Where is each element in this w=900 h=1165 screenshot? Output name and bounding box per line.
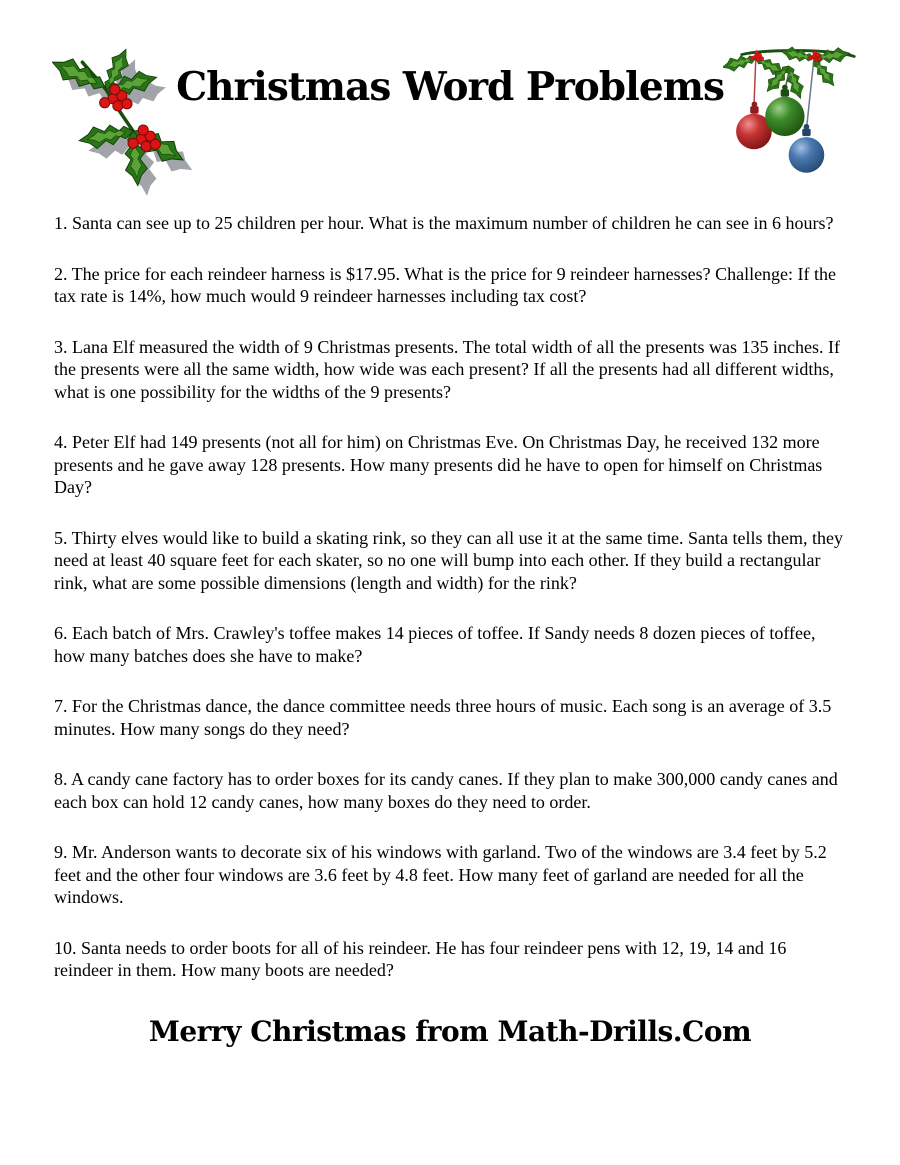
word-problem-6: 6. Each batch of Mrs. Crawley's toffee makes 14 pieces of toffee. If Sandy needs 8 dozen pieces of toffee, how many batches does she have to make? bbox=[54, 623, 816, 666]
word-problem-1: 1. Santa can see up to 25 children per hour. What is the maximum number of children he can see in 6 hours? bbox=[54, 213, 834, 233]
word-problem-7: 7. For the Christmas dance, the dance committee needs three hours of music. Each song is an average of 3.5 minutes. How many songs do they need? bbox=[54, 696, 832, 739]
page-title: Christmas Word Problems bbox=[176, 64, 724, 110]
footer-credit: Merry Christmas from Math-Drills.Com bbox=[148, 1014, 752, 1048]
problems-list bbox=[54, 212, 846, 982]
word-problem-2: 2. The price for each reindeer harness is $17.95. What is the price for 9 reindeer harnesses? Challenge: If the tax rate is 14%, how much would 9 reindeer harnesses including tax cost? bbox=[54, 263, 837, 306]
word-problem-8: 8. A candy cane factory has to order boxes for its candy canes. If they plan to make 300,000 candy canes and each box can hold 12 candy canes, how many boxes do they need to order. bbox=[54, 769, 838, 812]
word-problem-4: 4. Peter Elf had 149 presents (not all for him) on Christmas Eve. On Christmas Day, he received 132 more presents and he gave away 128 presents. How many presents did he have to open for himself on Christmas Day? bbox=[54, 432, 823, 497]
word-problem-10: 10. Santa needs to order boots for all of his reindeer. He has four reindeer pens with 12, 19, 14 and 16 reindeer in them. How many boots are needed? bbox=[54, 937, 787, 980]
christmas-ornaments-image bbox=[723, 45, 873, 186]
red-ornament bbox=[736, 101, 772, 149]
word-problem-9: 9. Mr. Anderson wants to decorate six of his windows with garland. Two of the windows are 3.4 feet by 5.2 feet and the other four windows are 3.6 feet by 4.8 feet. How many feet of garland are needed for all the windows. bbox=[54, 842, 827, 907]
word-problem-3: 3. Lana Elf measured the width of 9 Christmas presents. The total width of all the presents was 135 inches. If the presents were all the same width, how wide was each present? If all the presents had all different widths, what is one possibility for the widths of the 9 presents? bbox=[54, 336, 840, 402]
worksheet-header bbox=[0, 0, 900, 212]
word-problem-5: 5. Thirty elves would like to build a skating rink, so they can all use it at the same time. Santa tells them, they need at least 40 square feet for each skater, so no one will bump into each other. If they build a rectangular rink, what are some possible dimensions (length and width) for the rink? bbox=[54, 527, 844, 593]
